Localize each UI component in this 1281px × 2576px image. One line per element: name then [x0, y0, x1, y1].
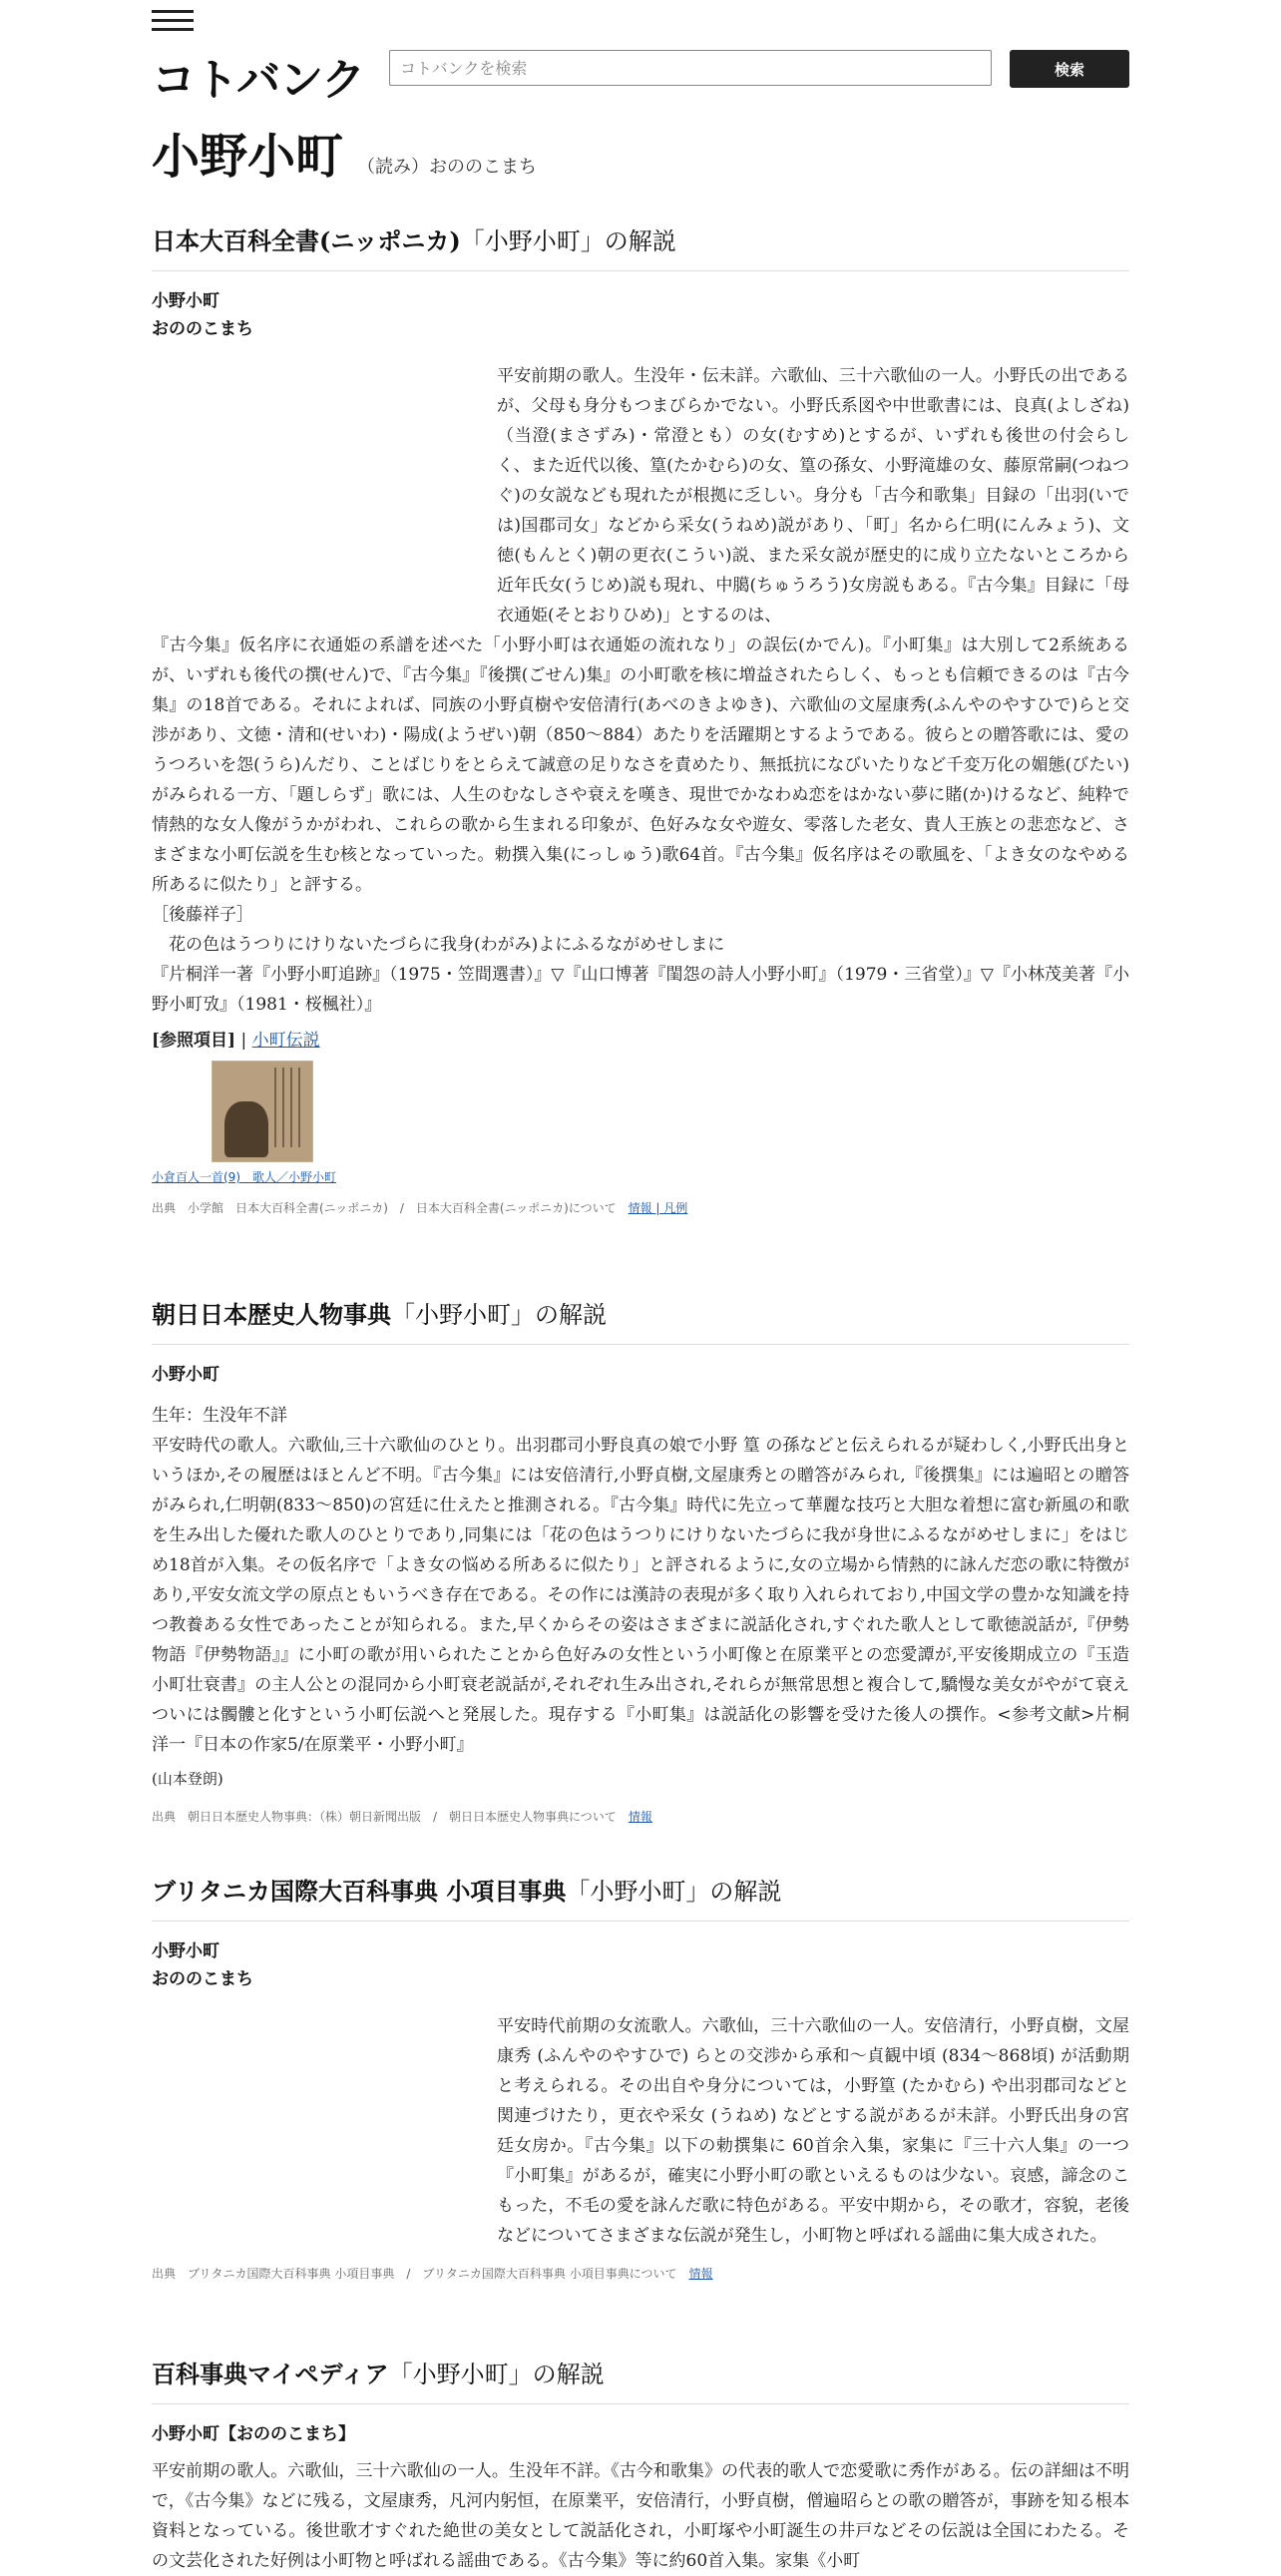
headword: [152, 118, 537, 187]
menu-icon[interactable]: [152, 10, 194, 34]
section-asahi: [152, 1295, 1129, 1825]
entry-title: 小野小町: [152, 1941, 219, 1961]
entry-body: 平安時代前期の女流歌人。六歌仙，三十六歌仙の一人。安倍清行，小野貞樹，文屋康秀 (ふんやのやすひで) らとの交渉から承和～貞観中頃 (834～868頃) が活動期と考えられる。その出自や身分については，小野篁 (たかむら) や出羽郡司などと関連づけたり，更衣や采女 (うねめ) などとする説があるが未詳。小野氏出身の宮廷女房か。『古今集』以下の勅撰集に 60首余入集，家集に『三十六人集』の一つ『小町集』があるが，確実に小野小町の歌といえるものは少ない。哀感，諦念のこもった，不毛の愛を詠んだ歌に特色がある。平安中期から，その歌才，容貌，老後などについてさまざまな伝説が発生し，小町物と呼ばれる謡曲に集大成された。: [497, 2016, 1129, 2246]
source-line: 出典 朝日日本歴史人物事典：（株）朝日新聞出版 / 朝日日本歴史人物事典について 情報: [152, 1810, 652, 1824]
source-links[interactable]: 情報: [688, 2267, 713, 2281]
image-caption[interactable]: 小倉百人一首(9) 歌人／小野小町: [152, 1170, 336, 1184]
dictionary-name[interactable]: 朝日日本歴史人物事典: [152, 1300, 391, 1329]
dictionary-name[interactable]: 百科事典マイペディア: [152, 2360, 389, 2388]
entry-body: 平安前期の歌人。六歌仙，三十六歌仙の一人。生没年不詳。《古今和歌集》の代表的歌人で恋愛歌に秀作がある。伝の詳細は不明で，《古今集》などに残る，文屋康秀，凡河内躬恒，在原業平，安倍清行，小野貞樹，僧遍昭らとの歌の贈答が，事跡を知る根本資料となっている。後世歌才すぐれた絶世の美女として説話化され，小町塚や小町誕生の井戸などその伝説は全国にわたる。その文芸化された好例は小町物と呼ばれる謡曲である。《古今集》等に約60首入集。家集《小町: [152, 2461, 1129, 2571]
entry-body: 平安時代の歌人。六歌仙,三十六歌仙のひとり。出羽郡司小野良真の娘で小野 篁 の孫などと伝えられるが疑わしく,小野氏出身というほか,その履歴はほとんど不明。『古今集』には安倍清行,小野貞樹,文屋康秀との贈答がみられ,『後撰集』には遍昭との贈答がみられ,仁明朝(833～850)の宮廷に仕えたと推測される。『古今集』時代に先立って華麗な技巧と大胆な着想に富む新風の和歌を生み出した優れた歌人のひとりであり,同集には「花の色はうつりにけりないたづらに我が身世にふるながめせしまに」をはじめ18首が入集。その仮名序で「よき女の悩める所あるに似たり」と評されるように,女の立場から情熱的に詠んだ恋の歌に特徴があり,平安女流文学の原点ともいうべき存在である。その作には漢詩の表現が多く取り入れられており,中国文学の豊かな知識を持つ教養ある女性であったことが知られる。また,早くからその姿はさまざまに説話化され,すぐれた歌人として歌徳説話が,『伊勢物語『伊勢物語』』に小町の歌が用いられたことから色好みの女性という小町像と在原業平との恋愛譚が,平安後期成立の『玉造小町壮衰書』の主人公との混同から小町衰老説話が,それぞれ生み出され,それらが無常思想と複合して,驕慢な美女がやがて衰えついには髑髏と化すという小町伝説へと発展した。現存する『小町集』は説話化の影響を受けた後人の撰作。<参考文献>片桐洋一『日本の作家5/在原業平・小野小町』: [152, 1436, 1129, 1755]
section-title: 日本大百科全書(ニッポニカ)「小野小町」の解説: [152, 221, 1129, 271]
section-title: 百科事典マイペディア「小野小町」の解説: [152, 2355, 1129, 2404]
page-title: 小野小町: [152, 129, 344, 185]
entry-title: 小野小町【おののこまち】: [152, 2424, 355, 2444]
entry-title: 小野小町: [152, 291, 219, 311]
entry-author: (山本登朗): [152, 1770, 223, 1788]
portrait-image[interactable]: [212, 1061, 313, 1162]
entry-body: 『古今集』仮名序に衣通姫の系譜を述べた「小野小町は衣通姫の流れなり」の誤伝(かでん)。『小町集』は大別して2系統あるが、いずれも後代の撰(せん)で、『古今集』『後撰(ごせん)集』の小町歌を核に増益されたらしく、もっとも信頼できるのは『古今集』の18首である。それによれば、同族の小野貞樹や安倍清行(あべのきよゆき)、六歌仙の文屋康秀(ふんやのやすひで)らと交渉があり、文徳・清和(せいわ)・陽成(ようぜい)朝（850～884）あたりを活躍期とするようである。彼らとの贈答歌には、愛のうつろいを怨(うら)んだり、ことばじりをとらえて誠意の足りなさを責めたり、無抵抗になびいたりなど千変万化の媚態(びたい)がみられる一方、「題しらず」歌には、人生のむなしさや衰えを嘆き、現世でかなわぬ恋をはかない夢に賭(か)けるなど、純粋で情熱的な女人像がうかがわれ、これらの歌から生まれる印象が、色好みな女や遊女、零落した老女、貴人王族との悲恋など、さまざまな小町伝説を生む核となっていった。勅撰入集(にっしゅう)歌64首。『古今集』仮名序はその歌風を、「よき女のなやめる所あるに似たり」と評する。: [152, 636, 1129, 895]
related-link[interactable]: 小町伝説: [251, 1031, 320, 1051]
entry-reading: おののこまち: [152, 1969, 253, 1989]
section-mypedia: [152, 2355, 1129, 2576]
source-line: 出典 小学館 日本大百科全書(ニッポニカ) / 日本大百科全書(ニッポニカ)について 情報 | 凡例: [152, 1201, 688, 1215]
entry-reading: おののこまち: [152, 319, 253, 339]
search-button[interactable]: 検索: [1010, 50, 1129, 88]
page-title-reading: （読み）おののこまち: [357, 157, 538, 178]
dictionary-name[interactable]: 日本大百科全書(ニッポニカ): [152, 226, 461, 255]
source-links[interactable]: 情報 | 凡例: [628, 1201, 688, 1215]
source-line: 出典 ブリタニカ国際大百科事典 小項目事典 / ブリタニカ国際大百科事典 小項目事典について 情報: [152, 2267, 713, 2281]
entry-birth: 生年：生没年不詳: [152, 1406, 287, 1426]
entry-bibliography: 『片桐洋一著『小野小町追跡』（1975・笠間選書）』▽『山口博著『閨怨の詩人小野小町』（1979・三省堂）』▽『小林茂美著『小野小町攷』（1981・桜楓社）』: [152, 965, 1129, 1015]
entry-title: 小野小町: [152, 1365, 219, 1385]
section-title: 朝日日本歴史人物事典「小野小町」の解説: [152, 1295, 1129, 1345]
related-items: [参照項目] | 小町伝説: [152, 1031, 320, 1051]
entry-body-lead: 平安前期の歌人。生没年・伝未詳。六歌仙、三十六歌仙の一人。小野氏の出であるが、父母も身分もつまびらかでない。小野氏系図や中世歌書には、良真(よしざね)（当澄(まさずみ)・常澄とも）の女(むすめ)とするが、いずれも後世の付会らしく、また近代以後、篁(たかむら)の女、篁の孫女、小野滝雄の女、藤原常嗣(つねつぐ)の女説なども現れたが根拠に乏しい。身分も「古今和歌集」目録の「出羽(いでは)国郡司女」などから采女(うねめ)説があり、「町」名から仁明(にんみょう)、文徳(もんとく)朝の更衣(こうい)説、また采女説が歴史的に成り立たないところから近年氏女(うじめ)説も現れ、中臈(ちゅうろう)女房説もある。『古今集』目録に「母衣通姫(そとおりひめ)」とするのは、: [497, 366, 1129, 626]
site-logo[interactable]: コトバンク: [152, 55, 365, 106]
entry-author: ［後藤祥子］: [152, 905, 253, 925]
section-britannica: [152, 1872, 1129, 2282]
section-title: ブリタニカ国際大百科事典 小項目事典「小野小町」の解説: [152, 1872, 1129, 1922]
dictionary-name[interactable]: ブリタニカ国際大百科事典 小項目事典: [152, 1877, 567, 1906]
entry-poem: 花の色はうつりにけりないたづらに我身(わがみ)よにふるながめせしまに: [152, 935, 725, 955]
section-nipponica: [152, 221, 1129, 1216]
source-links[interactable]: 情報: [628, 1810, 652, 1824]
search-input[interactable]: [389, 50, 992, 86]
